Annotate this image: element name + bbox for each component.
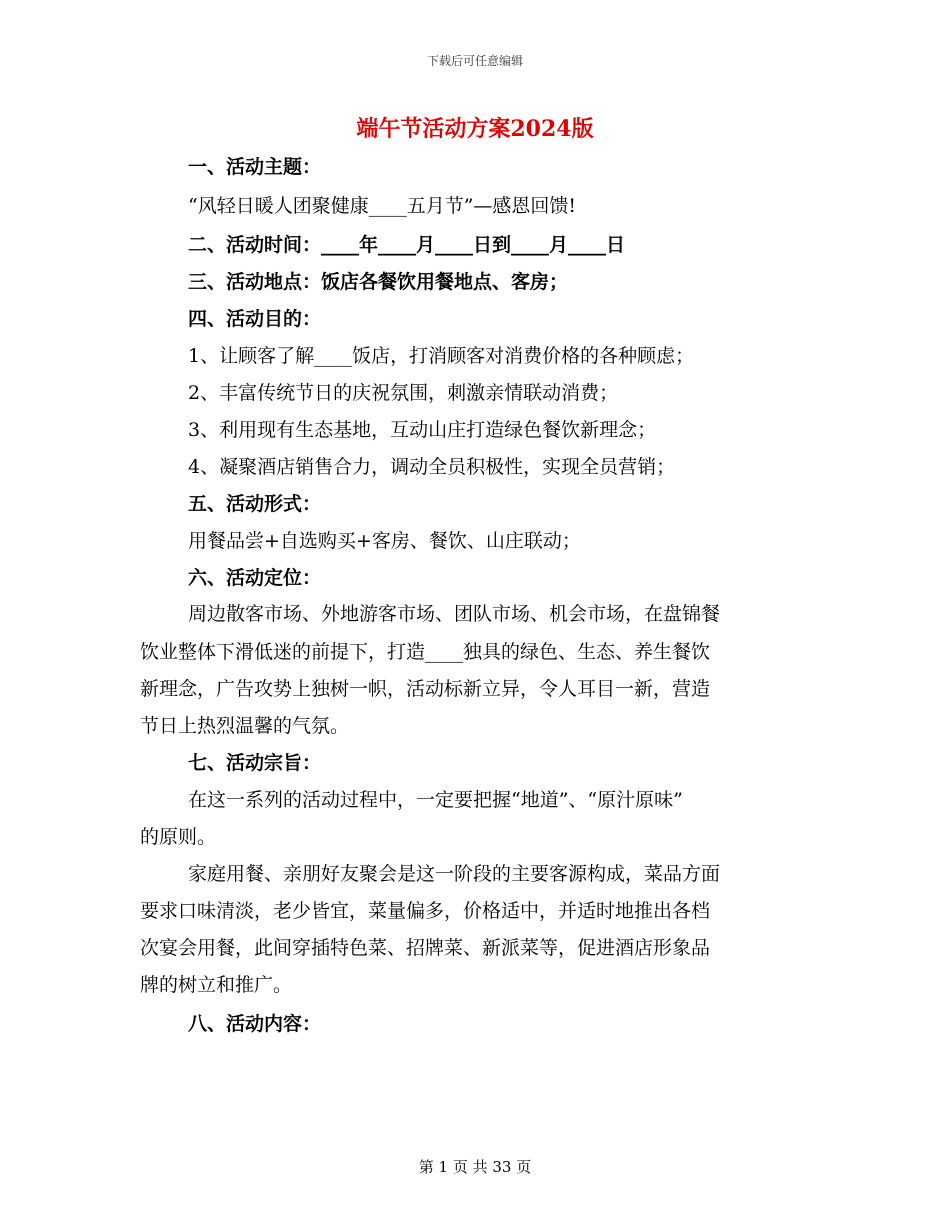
heading-positioning: 六、活动定位： — [188, 567, 322, 589]
purpose-item-1: 1、让顾客了解____饭店，打消顾客对消费价格的各种顾虑； — [188, 345, 695, 367]
page-footer: 第 1 页 共 33 页 — [418, 1158, 532, 1176]
tenet-para2-line-2: 要求口味清淡，老少皆宜，菜量偏多，价格适中，并适时地推出各档 — [140, 900, 711, 922]
heading-form: 五、活动形式： — [188, 493, 322, 515]
tenet-line-2: 的原则。 — [140, 826, 217, 848]
purpose-item-3: 3、利用现有生态基地，互动山庄打造绿色餐饮新理念； — [188, 419, 657, 441]
positioning-line-2: 饮业整体下滑低迷的前提下，打造____独具的绿色、生态、养生餐饮 — [140, 641, 711, 663]
page-header: 下载后可任意编辑 — [426, 54, 523, 68]
document-title: 端午节活动方案2024版 — [356, 116, 594, 142]
heading-theme: 一、活动主题： — [188, 156, 322, 178]
purpose-item-2: 2、丰富传统节日的庆祝氛围，刺激亲情联动消费； — [188, 382, 619, 404]
tenet-para2-line-1: 家庭用餐、亲朋好友聚会是这一阶段的主要客源构成，菜品方面 — [188, 863, 721, 885]
heading-content: 八、活动内容： — [188, 1013, 322, 1035]
heading-time: 二、活动时间：____年____月____日到____月____日 — [188, 234, 626, 256]
theme-text: “风轻日暖人团聚健康____五月节”—感恩回馈! — [188, 195, 577, 217]
tenet-para2-line-4: 牌的树立和推广。 — [140, 974, 293, 996]
tenet-line-1: 在这一系列的活动过程中，一定要把握“地道”、“原汁原味” — [188, 789, 683, 811]
heading-tenet: 七、活动宗旨： — [188, 752, 322, 774]
form-text: 用餐品尝+自选购买+客房、餐饮、山庄联动； — [188, 530, 581, 552]
purpose-item-4: 4、凝聚酒店销售合力，调动全员积极性，实现全员营销； — [188, 456, 676, 478]
positioning-line-1: 周边散客市场、外地游客市场、团队市场、机会市场，在盘锦餐 — [188, 603, 721, 625]
heading-purpose: 四、活动目的： — [188, 308, 322, 330]
positioning-line-3: 新理念，广告攻势上独树一帜，活动标新立异，令人耳目一新，营造 — [140, 678, 711, 700]
positioning-line-4: 节日上热烈温馨的气氛。 — [140, 715, 350, 737]
tenet-para2-line-3: 次宴会用餐，此间穿插特色菜、招牌菜、新派菜等，促进酒店形象品 — [140, 937, 711, 959]
heading-location: 三、活动地点：饭店各餐饮用餐地点、客房； — [188, 271, 569, 293]
